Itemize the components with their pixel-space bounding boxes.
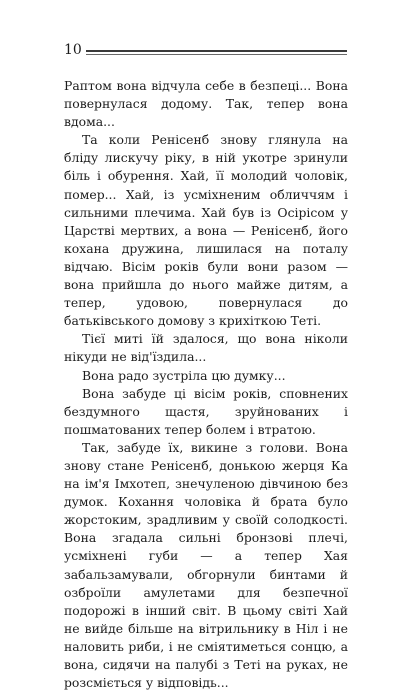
page-number: 10 (64, 42, 82, 58)
header-rule-thin (86, 54, 347, 55)
paragraph: Раптом вона відчула себе в безпеці... Вона повернулася додому. Так, тепер вона вдома... (64, 78, 348, 130)
body-text (64, 77, 348, 692)
paragraph: Так, забуде їх, викине з голови. Вона знову стане Ренісенб, донькою жерця Ка на ім'я Імхотеп, знечуленою дівчиною без думок. Кохання чоловіка й брата було жорстоким, зрадливим у своїй солодкості. Вона згадала сильні бронзові плечі, усміхнені губи — а тепер Хая забальзамували, обгорнули бинтами й озброїли амулетами для безпечної подорожі в інший світ. В цьому світі Хай не вийде більше на вітрильнику в Ніл і не наловить риби, і не сміятиметься сонцю, а вона, сидячи на палубі з Теті на руках, не розсміється у відповідь... (64, 439, 348, 691)
header-rule (86, 50, 347, 52)
running-head (64, 42, 347, 58)
paragraph: Та коли Ренісенб знову глянула на бліду лискучу ріку, в ній укотре зринули біль і обурення. Хай, її молодий чоловік, помер... Хай, із усміхненим обличчям і сильними плечима. Хай був із Осірісом у Царстві мертвих, а вона — Ренісенб, його кохана дружина, лишилася на поталу відчаю. Вісім років були вони разом — вона прийшла до нього майже дитям, а тепер, удовою, повернулася до батьківського домову з крихіткою Теті. (64, 132, 348, 329)
paragraph: Вона радо зустріла цю думку... (82, 367, 286, 383)
paragraph: Тієї миті їй здалося, що вона ніколи нікуди не від'їздила... (64, 331, 348, 365)
paragraph: Вона забуде ці вісім років, сповнених бездумного щастя, зруйнованих і пошматованих тепер болем і втратою. (64, 385, 348, 437)
